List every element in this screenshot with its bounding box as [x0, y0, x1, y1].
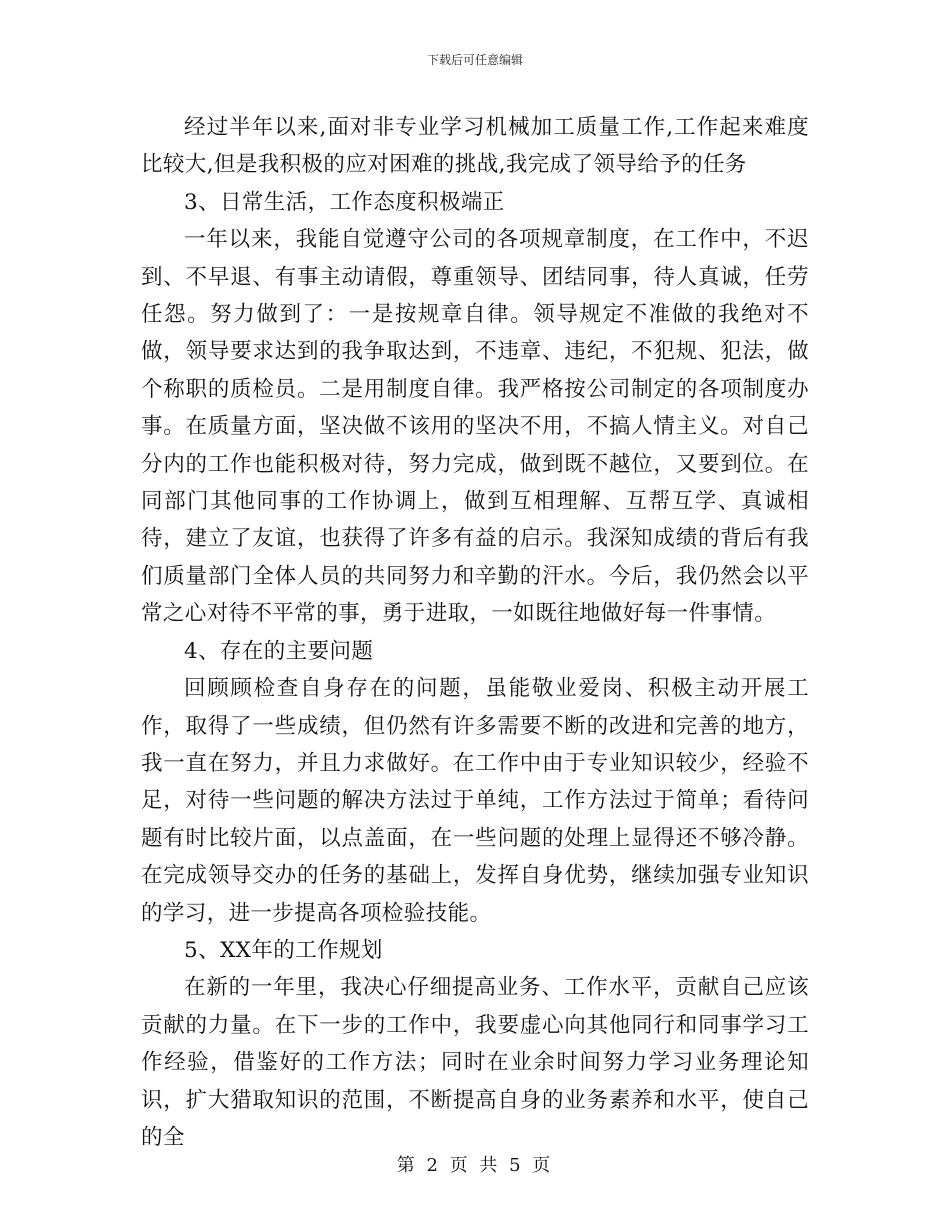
- body-paragraph: 回顾顾检查自身存在的问题，虽能敬业爱岗、积极主动开展工作，取得了一些成绩，但仍然有许多需要不断的改进和完善的地方，我一直在努力，并且力求做好。在工作中由于专业知识较少，经验不足，对待一些问题的解决方法过于单纯，工作方法过于简单；看待问题有时比较片面，以点盖面，在一些问题的处理上显得还不够冷静。在完成领导交办的任务的基础上，发挥自身优势，继续加强专业知识的学习，进一步提高各项检验技能。: [141, 676, 809, 926]
- document-body: [141, 109, 809, 1156]
- page-header: 下载后可任意编辑: [426, 53, 523, 67]
- body-paragraph: 一年以来，我能自觉遵守公司的各项规章制度，在工作中，不迟到、不早退、有事主动请假，尊重领导、团结同事，待人真诚，任劳任怨。努力做到了：一是按规章自律。领导规定不准做的我绝对不做，领导要求达到的我争取达到，不违章、违纪，不犯规、犯法，做个称职的质检员。二是用制度自律。我严格按公司制定的各项制度办事。在质量方面，坚决做不该用的坚决不用，不搞人情主义。对自己分内的工作也能积极对待，努力完成，做到既不越位，又要到位。在同部门其他同事的工作协调上，做到互相理解、互帮互学、真诚相待，建立了友谊，也获得了许多有益的启示。我深知成绩的背后有我们质量部门全体人员的共同努力和辛勤的汗水。今后，我仍然会以平常之心对待不平常的事，勇于进取，一如既往地做好每一件事情。: [141, 227, 809, 627]
- section-heading-problems: 4、存在的主要问题: [184, 638, 374, 664]
- section-heading-work-plan: 5、XX年的工作规划: [184, 937, 383, 963]
- body-paragraph: 在新的一年里，我决心仔细提高业务、工作水平，贡献自己应该贡献的力量。在下一步的工作中，我要虚心向其他同行和同事学习工作经验，借鉴好的工作方法；同时在业余时间努力学习业务理论知识，扩大猎取知识的范围，不断提高自身的业务素养和水平，使自己的全: [141, 975, 809, 1150]
- section-heading-daily-life: 3、日常生活，工作态度积极端正: [184, 189, 505, 215]
- body-paragraph: 经过半年以来,面对非专业学习机械加工质量工作,工作起来难度比较大,但是我积极的应对困难的挑战,我完成了领导给予的任务: [141, 115, 809, 178]
- page-number-footer: 第 2 页 共 5 页: [396, 1155, 554, 1176]
